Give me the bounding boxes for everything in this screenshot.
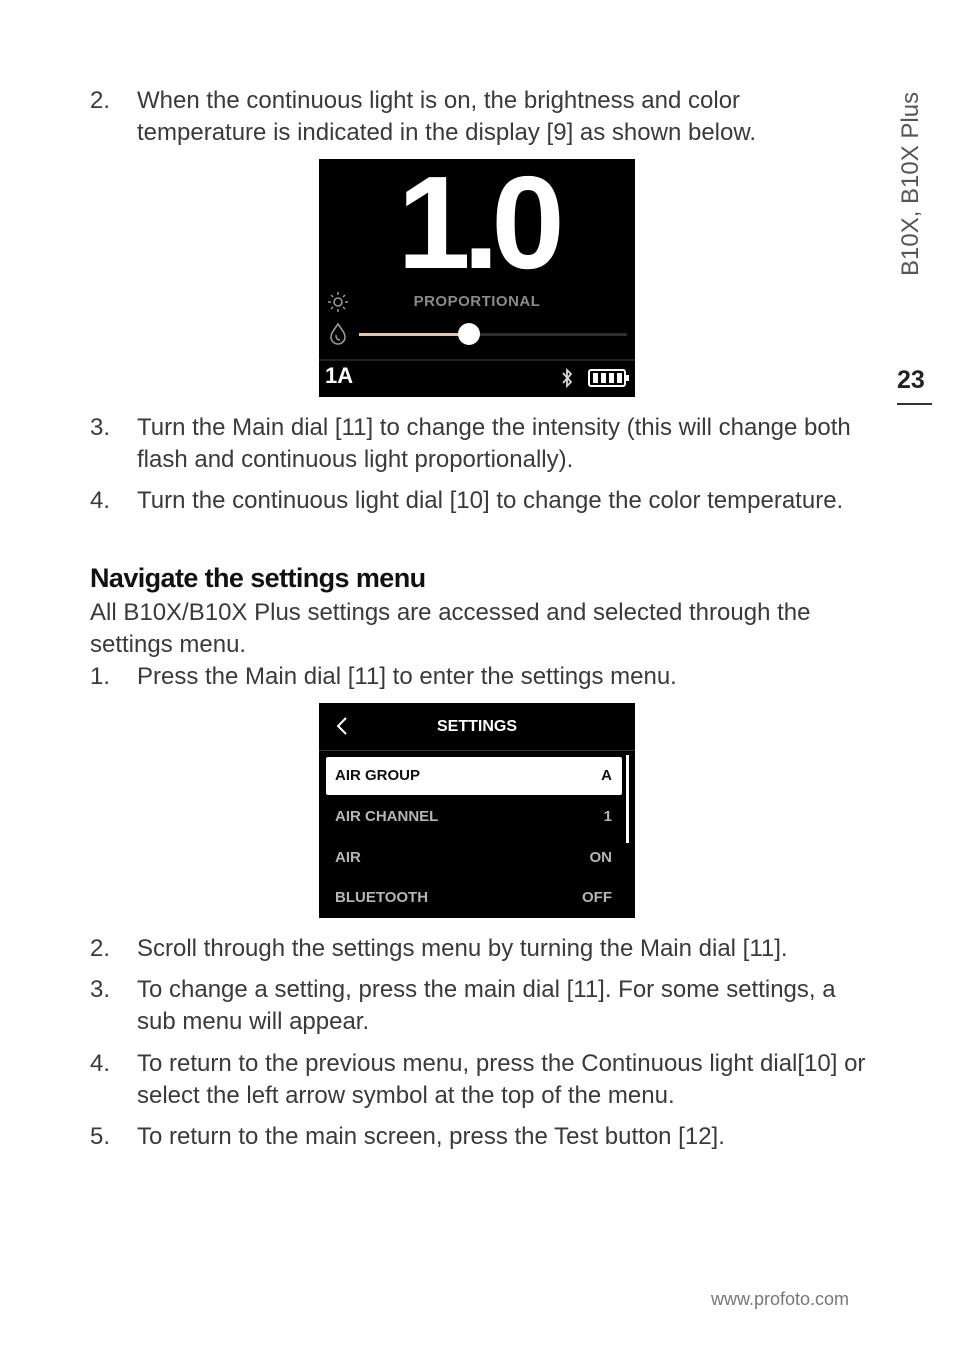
battery-icon bbox=[587, 367, 631, 389]
list-number: 2. bbox=[90, 935, 111, 962]
settings-row-value: 1 bbox=[603, 808, 612, 825]
list-number: 5. bbox=[90, 1123, 111, 1150]
brightness-icon bbox=[327, 291, 349, 313]
page-number: 23 bbox=[897, 366, 925, 394]
list-item bbox=[90, 85, 870, 149]
settings-row-bluetooth[interactable] bbox=[326, 879, 622, 917]
list-number: 4. bbox=[90, 1050, 111, 1077]
color-slider-fill bbox=[359, 333, 469, 336]
list-text: To return to the main screen, press the Test button [12]. bbox=[137, 1123, 725, 1150]
section-heading: Navigate the settings menu bbox=[90, 563, 426, 593]
settings-row-label: AIR bbox=[335, 849, 361, 866]
list-item bbox=[90, 933, 870, 965]
list-number: 3. bbox=[90, 976, 111, 1003]
settings-row-air-channel[interactable] bbox=[326, 798, 622, 836]
list-text: Turn the Main dial [11] to change the intensity (this will change both flash and continuous light proportionally). bbox=[137, 414, 851, 473]
list-item bbox=[90, 412, 870, 476]
list-item bbox=[90, 485, 870, 549]
document-title-vertical: B10X, B10X Plus bbox=[897, 91, 924, 276]
list-text: Turn the continuous light dial [10] to change the color temperature. bbox=[137, 487, 844, 514]
display-continuous-light bbox=[319, 159, 635, 397]
page-number-rule bbox=[897, 403, 932, 405]
list-item bbox=[90, 1048, 870, 1112]
settings-row-value: ON bbox=[589, 849, 612, 866]
list-number: 3. bbox=[90, 414, 111, 441]
list-number: 1. bbox=[90, 663, 111, 690]
list-item bbox=[90, 974, 870, 1038]
color-slider-knob[interactable] bbox=[458, 323, 480, 345]
settings-row-value: OFF bbox=[582, 889, 612, 906]
list-text: Scroll through the settings menu by turning the Main dial [11]. bbox=[137, 935, 788, 962]
big-value: 1.0 bbox=[397, 159, 557, 296]
list-number: 4. bbox=[90, 487, 111, 514]
settings-row-label: AIR CHANNEL bbox=[335, 808, 439, 825]
settings-row-value: A bbox=[601, 767, 612, 784]
list-text: Press the Main dial [11] to enter the settings menu. bbox=[137, 663, 677, 690]
list-item bbox=[90, 661, 870, 693]
section-intro: All B10X/B10X Plus settings are accessed and selected through the settings menu. bbox=[90, 599, 811, 658]
settings-row-air-group[interactable] bbox=[326, 757, 622, 795]
settings-row-label: BLUETOOTH bbox=[335, 889, 429, 906]
list-item bbox=[90, 1121, 870, 1153]
settings-scrollbar[interactable] bbox=[626, 755, 629, 843]
list-text: To change a setting, press the main dial [11]. For some settings, a sub menu will appear. bbox=[137, 976, 836, 1035]
display-settings-menu bbox=[319, 703, 635, 918]
list-text: To return to the previous menu, press the Continuous light dial[10] or select the left arrow symbol at the top of the menu. bbox=[137, 1050, 866, 1109]
settings-row-air[interactable] bbox=[326, 839, 622, 877]
group-label: 1A bbox=[325, 363, 354, 388]
footer-url[interactable]: www.profoto.com bbox=[711, 1289, 850, 1309]
color-temperature-icon bbox=[329, 322, 347, 346]
list-text: When the continuous light is on, the brightness and color temperature is indicated in the display [9] as shown below. bbox=[137, 87, 757, 146]
settings-title: SETTINGS bbox=[436, 718, 517, 735]
mode-label: PROPORTIONAL bbox=[413, 293, 541, 310]
bluetooth-icon bbox=[560, 367, 574, 389]
list-number: 2. bbox=[90, 87, 111, 114]
title-divider bbox=[319, 750, 635, 751]
settings-row-label: AIR GROUP bbox=[335, 767, 421, 784]
color-slider-track[interactable] bbox=[359, 333, 627, 336]
